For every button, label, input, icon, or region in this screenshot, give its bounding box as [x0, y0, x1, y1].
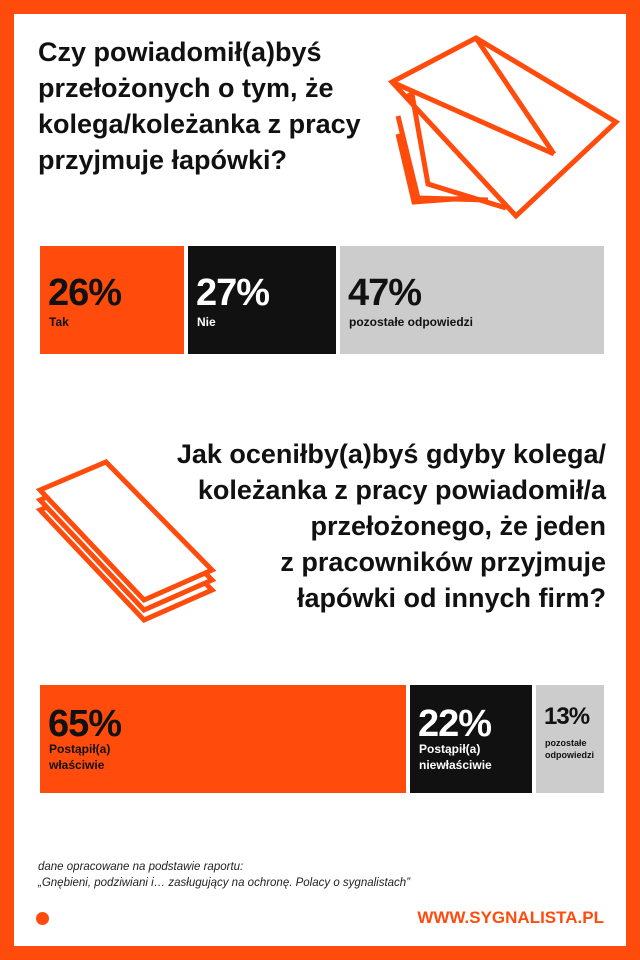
question-2-line: łapówki od innych firm? — [296, 583, 606, 613]
value-label: 27% — [196, 272, 270, 314]
value-label: 26% — [48, 272, 122, 314]
bar-2-3 — [536, 685, 604, 793]
question-1-line: przełożonych o tym, że — [38, 73, 334, 103]
bar-1-1 — [40, 246, 184, 354]
question-1-line: Czy powiadomił(a)byś — [38, 37, 322, 67]
orange-dot — [36, 912, 49, 925]
documents-icon — [36, 450, 216, 630]
question-2-line: koleżanka z pracy powiadomił/a — [197, 475, 606, 505]
category-label: Postąpił(a) niewłaściwie — [419, 742, 492, 772]
question-1-line: kolega/koleżanka z pracy — [38, 109, 361, 139]
value-label: 65% — [48, 703, 122, 745]
bar-2-1 — [40, 685, 406, 793]
category-label: pozostałe odpowiedzi — [545, 738, 594, 760]
category-label: Postąpił(a) właściwie — [49, 742, 111, 772]
bar-2-2 — [410, 685, 532, 793]
footnote-line: dane opracowane na podstawie raportu: — [38, 861, 244, 873]
category-label: Nie — [197, 315, 216, 329]
value-label: 22% — [418, 703, 492, 745]
envelope-icon — [388, 34, 620, 220]
question-2-line: z pracowników przyjmuje — [280, 547, 606, 577]
source-footnote — [38, 859, 410, 891]
question-2 — [150, 436, 606, 616]
value-label: 47% — [348, 272, 422, 314]
footnote-line: „Gnębieni, podziwiani i… zasługujący na ochronę. Polacy o sygnalistach” — [38, 877, 411, 889]
bar-1-3 — [340, 246, 604, 354]
category-label: Tak — [49, 315, 69, 329]
question-2-line: Jak oceniłby(a)byś gdyby kolega/ — [176, 439, 606, 469]
value-label: 13% — [544, 703, 590, 730]
question-2-line: przełożonego, że jeden — [310, 511, 606, 541]
question-1 — [38, 34, 388, 178]
question-1-line: przyjmuje łapówki? — [38, 145, 288, 175]
bar-1-2 — [188, 246, 336, 354]
website-url[interactable]: WWW.SYGNALISTA.PL — [417, 908, 604, 927]
category-label: pozostałe odpowiedzi — [349, 315, 474, 329]
